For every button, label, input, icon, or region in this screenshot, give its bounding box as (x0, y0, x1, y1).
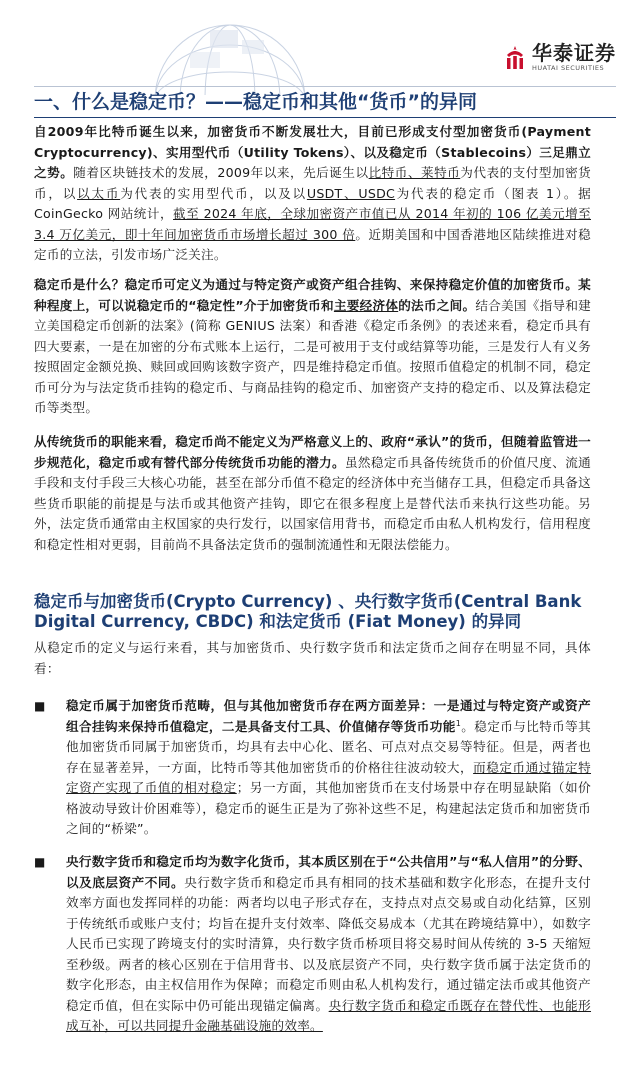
underlined-run: 而稳定币通过锚定特定资产实现了币值的相对稳定 (66, 759, 592, 795)
text-run: 。稳定币与比特币等其他加密货币同属于加密货币，均具有去中心化、匿名、可点对点交易等特征。但是，两者也存在显著差异，一方面，比特币等其他加密货币的价格往往波动较大， (66, 718, 592, 775)
bullet-item-2 (0, 852, 640, 1067)
underlined-run: 央行数字货币和稳定币既存在替代性、也能形成互补，可以共同提升金融基础设施的效率。 (66, 997, 592, 1033)
underlined-run: USDT、USDC (306, 185, 396, 201)
bullet-2-lead: 央行数字货币和稳定币均为数字化货币，其本质区别在于“公共信用”与“私人信用”的分野、以及底层资产不同。 (66, 854, 591, 890)
bullet-1-lead: 稳定币属于加密货币范畴，但与其他加密货币存在两方面差异：一是通过与特定资产或资产组合挂钩来保持币值稳定，二是具备支付工具、价值储存等货币功能 (66, 698, 591, 734)
paragraph-2-lead: 稳定币是什么？稳定币可定义为通过与特定资产或资产组合挂钩、来保持稳定价值的加密货币。某种程度上，可以说稳定币的“稳定性”介于加密货币和 (34, 277, 591, 313)
text-run: ；另一方面，其他加密货币在支付场景中存在明显缺陷（如价格波动导致计价困难等），稳定币的诞生正是为了弥补这些不足，构建起法定货币和加密货币之间的“桥梁”。 (66, 780, 592, 836)
huatai-logo (504, 42, 616, 73)
paragraph-1-lead: 自2009年比特币诞生以来，加密货币不断发展壮大，目前已形成支付型加密货币(Payment Cryptocurrency)、实用型代币（Utility Tokens）、以及稳定币（Stablecoins）三足鼎立之势。 (34, 124, 591, 180)
paragraph-4 (34, 638, 591, 679)
paragraph-2 (34, 275, 591, 419)
logo-english-name: HUATAI SECURITIES (532, 64, 605, 72)
text-run: 结合美国《指导和建立美国稳定币创新的法案》(简称 GENIUS 法案）和香港《稳定币条例》的表述来看，稳定币具有四大要素，一是在加密的分布式账本上运行，二是可被用于支付或结算等功能，三是发行人有义务按照固定金额兑换、赎回或回购该数字资产，四是维持稳定币值。按照币值稳定的机制不同，稳定币可分为与法定货币挂钩的稳定币、与商品挂钩的稳定币、加密资产支持的稳定币、以及算法稳定币等类型。 (34, 297, 592, 415)
text-run: 为代表的稳定币（图表 1）。据 CoinGecko 网站统计， (34, 185, 592, 221)
section-2-title: 稳定币与加密货币(Crypto Currency) 、央行数字货币(Central Bank Digital Currency, CBDC) 和法定货币 (Fiat Money) 的异同 (34, 592, 582, 631)
text-run: 从稳定币的定义与运行来看，其与加密货币、央行数字货币和法定货币之间存在明显不同，具体看： (34, 640, 591, 676)
text-run: 央行数字货币和稳定币具有相同的技术基础和数字化形态，在提升支付效率方面也发挥同样的功能：两者均以电子形式存在，支持点对点交易或自动化结算，区别于传统纸币或账户支付；均旨在提升支付效率、降低交易成本（尤其在跨境结算中），如数字人民币已实现了跨境支付的实时清算，央行数字货币桥项目将交易时间从传统的 3-5 天缩短至秒级。两者的核心区别在于信用背书、以及底层资产不同，央行数字货币属于法定货币的数字化形态，由主权信用作为保障；而稳定币则由私人机构发行，通过锚定法币或其他资产稳定币值，但在实际中仍可能出现锚定偏离。 (66, 874, 592, 1013)
underlined-bold-run: 主要经济体 (333, 297, 399, 313)
underlined-run: 以太币 (77, 185, 121, 201)
paragraph-1 (34, 122, 591, 266)
bullet-marker: ■ (34, 855, 46, 869)
bullet-2-text (66, 852, 591, 1037)
header-divider (34, 86, 616, 87)
paragraph-3-lead: 从传统货币的职能来看，稳定币尚不能定义为严格意义上的、政府“承认”的货币，但随着监管进一步规范化，稳定币或有替代部分传统货币功能的潜力。 (34, 434, 591, 470)
bullet-item-1 (0, 696, 640, 846)
bullet-1-text (66, 696, 591, 840)
text-run: 为代表的支付型加密货币，以 (34, 165, 592, 201)
bullet-marker: ■ (34, 699, 46, 713)
text-run: 虽然稳定币具备传统货币的价值尺度、流通手段和支付手段三大核心功能，甚至在部分币值不稳定的经济体中充当储存工具，但稳定币具备这些货币职能的前提是与法币或其他资产挂钩，即它在很多程度上是替代法币来执行这些功能。另外，法定货币通常由主权国家的央行发行，以国家信用背书，而稳定币由私人机构发行，信用程度和稳定性相对更弱，目前尚不具备法定货币的强制流通性和无限法偿能力。 (34, 454, 592, 552)
text-run: 。近期美国和中国香港地区陆续推进对稳定币的立法，引发市场广泛关注。 (34, 226, 592, 262)
footnote-marker: 1 (455, 718, 462, 728)
text-run: 随着区块链技术的发展，2009年以来，先后诞生以 (73, 165, 369, 180)
underlined-run: 比特币、莱特币 (368, 165, 461, 180)
paragraph-2-lead-end: 的法币之间。 (398, 297, 476, 313)
logo-chinese-name: 华泰证券 (532, 41, 616, 65)
header-globe-graphic (150, 0, 310, 95)
section-1-underline (34, 117, 616, 118)
section-1-title: 一、什么是稳定币？——稳定币和其他“货币”的异同 (34, 91, 477, 113)
paragraph-3 (34, 432, 591, 555)
underlined-run: 截至 2024 年底，全球加密资产市值已从 2014 年初的 106 亿美元增至 3.4 万亿美元，即十年间加密货币市场增长超过 300 倍 (34, 206, 591, 242)
text-run: 为代表的实用型代币，以及以 (120, 185, 307, 201)
huatai-logo-icon (504, 45, 526, 71)
